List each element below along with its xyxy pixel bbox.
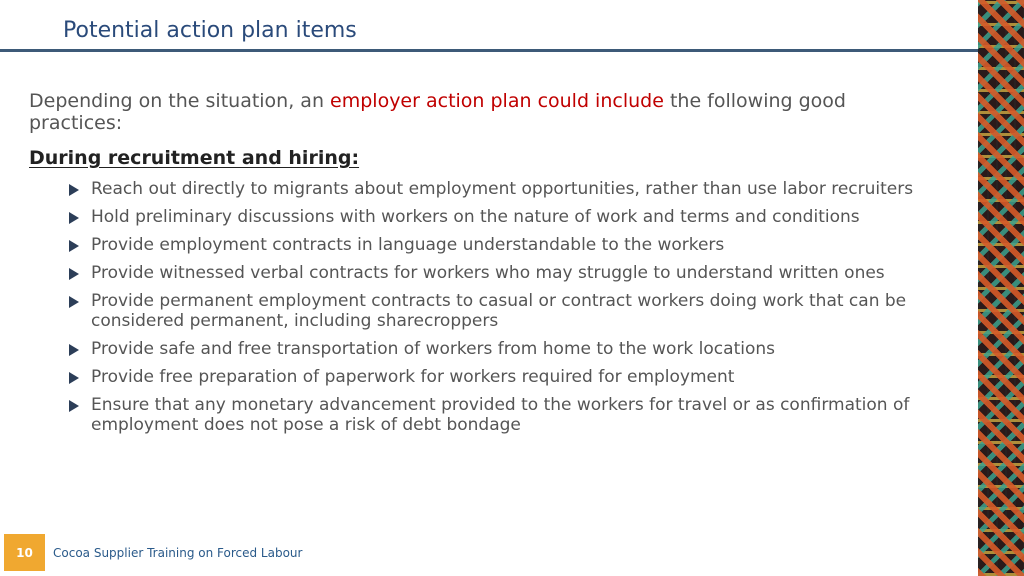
bullet-text: Hold preliminary discussions with workers on the nature of work and terms and conditions xyxy=(91,207,860,227)
bullet-text: Reach out directly to migrants about employment opportunities, rather than use labor recruiters xyxy=(91,179,914,199)
triangle-bullet-icon xyxy=(69,296,79,308)
bullet-text: Provide free preparation of paperwork for workers required for employment xyxy=(91,367,735,387)
bullet-text: Provide witnessed verbal contracts for workers who may struggle to understand written ones xyxy=(91,263,885,283)
intro-text-before: Depending on the situation, an xyxy=(29,90,331,112)
triangle-bullet-icon xyxy=(69,372,79,384)
intro-highlight: employer action plan could include xyxy=(330,90,664,112)
bullet-item xyxy=(66,207,926,227)
triangle-bullet-icon xyxy=(69,184,79,196)
bullet-item xyxy=(66,339,926,359)
footer-caption: Cocoa Supplier Training on Forced Labour xyxy=(53,546,303,560)
bullet-item xyxy=(66,367,926,387)
bullet-text: Provide employment contracts in language understandable to the workers xyxy=(91,235,725,255)
triangle-bullet-icon xyxy=(69,344,79,356)
slide-title: Potential action plan items xyxy=(63,18,357,43)
decorative-pattern-strip xyxy=(978,0,1024,576)
bullet-text: Provide safe and free transportation of workers from home to the work locations xyxy=(91,339,775,359)
page-number-badge: 10 xyxy=(4,534,45,571)
section-heading: During recruitment and hiring: xyxy=(29,147,360,169)
title-divider xyxy=(0,49,978,52)
triangle-bullet-icon xyxy=(69,400,79,412)
intro-text-after: the following good practices: xyxy=(29,90,846,134)
bullet-item xyxy=(66,235,926,255)
bullet-text: Provide permanent employment contracts to casual or contract workers doing work that can be considered permanent, including sharecroppers xyxy=(91,291,907,331)
triangle-bullet-icon xyxy=(69,212,79,224)
intro-paragraph xyxy=(29,90,929,134)
bullet-item xyxy=(66,179,926,199)
bullet-text: Ensure that any monetary advancement provided to the workers for travel or as confirmation of employment does not pose a risk of debt bondage xyxy=(91,395,910,435)
bullet-list xyxy=(66,179,926,443)
triangle-bullet-icon xyxy=(69,268,79,280)
bullet-item xyxy=(66,263,926,283)
bullet-item xyxy=(66,395,926,435)
triangle-bullet-icon xyxy=(69,240,79,252)
bullet-item xyxy=(66,291,926,331)
